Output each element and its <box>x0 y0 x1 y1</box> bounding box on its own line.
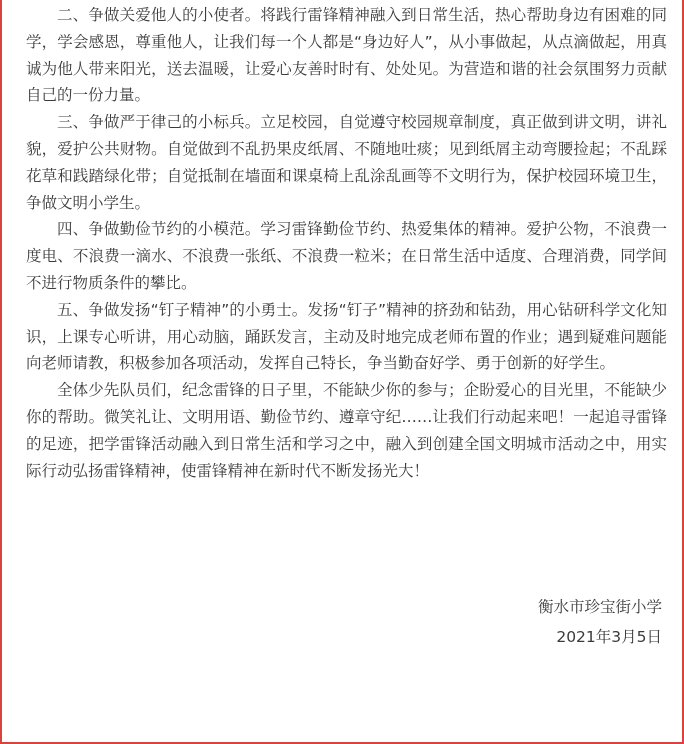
paragraph-thrift: 四、争做勤俭节约的小模范。学习雷锋勤俭节约、热爱集体的精神。爱护公物，不浪费一度电、不浪费一滴水、不浪费一张纸、不浪费一粒米；在日常生活中适度、合理消费，同学间不进行物质条件的攀比。 <box>26 220 667 292</box>
signature-date: 2021年3月5日 <box>556 628 662 646</box>
paragraph-closing-call: 全体少先队员们，纪念雷锋的日子里，不能缺少你的参与；企盼爱心的目光里，不能缺少你的帮助。微笑礼让、文明用语、勤俭节约、遵章守纪……让我们行动起来吧！一起追寻雷锋的足迹，把学雷锋活动融入到日常生活和学习之中，融入到创建全国文明城市活动之中，用实际行动弘扬雷锋精神，使雷锋精神在新时代不断发扬光大！ <box>26 381 667 480</box>
paragraph-nail-spirit: 五、争做发扬“钉子精神”的小勇士。发扬“钉子”精神的挤劲和钻劲，用心钻研科学文化知识，上课专心听讲，用心动脑，踊跃发言，主动及时地完成老师布置的作业；遇到疑难问题能向老师请教，积极参加各项活动，发挥自己特长，争当勤奋好学、勇于创新的好学生。 <box>26 300 667 373</box>
signature-school: 衡水市珍宝街小学 <box>537 598 662 616</box>
signature-block <box>538 592 662 652</box>
paragraph-care-for-others: 二、争做关爱他人的小使者。将践行雷锋精神融入到日常生活，热心帮助身边有困难的同学，学会感恩，尊重他人，让我们每一个人都是“身边好人”，从小事做起，从点滴做起，用真诚为他人带来阳光，送去温暖，让爱心友善时时有、处处见。为营造和谐的社会氛围努力贡献自己的一份力量。 <box>26 6 667 105</box>
document-body <box>26 2 667 484</box>
paragraph-self-discipline: 三、争做严于律己的小标兵。立足校园，自觉遵守校园规章制度，真正做到讲文明，讲礼貌，爱护公共财物。自觉做到不乱扔果皮纸屑、不随地吐痰；见到纸屑主动弯腰捡起；不乱踩花草和践踏绿化带；自觉抵制在墙面和课桌椅上乱涂乱画等不文明行为，保护校园环境卫生，争做文明小学生。 <box>26 113 667 212</box>
